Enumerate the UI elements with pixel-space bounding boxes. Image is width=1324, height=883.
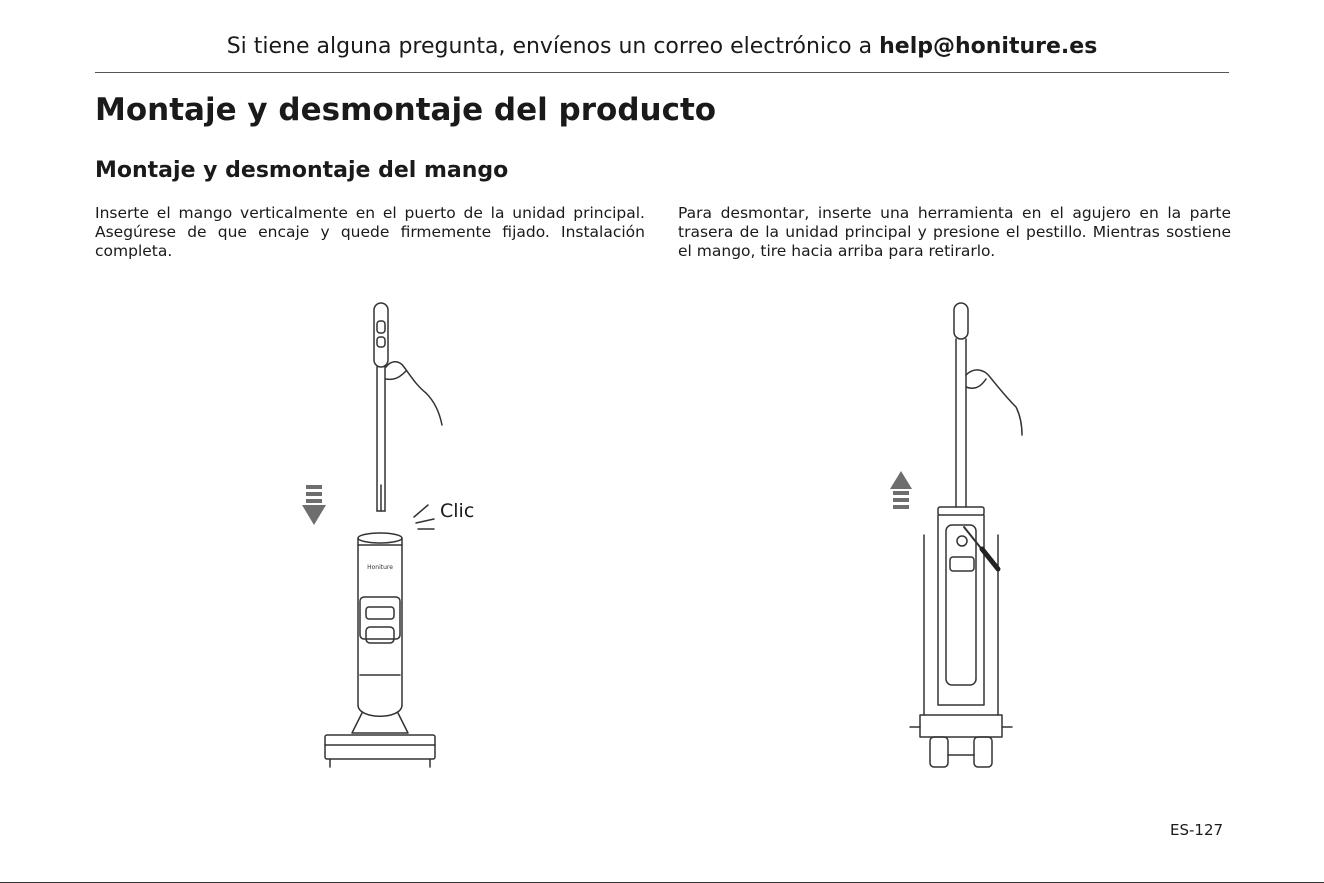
contact-header — [95, 34, 1229, 59]
page-number: ES-127 — [1170, 821, 1224, 839]
install-instructions: Inserte el mango verticalmente en el puerto de la unidad principal. Asegúrese de que encaje y quede firmemente fijado. Instalación completa. — [95, 204, 645, 260]
header-divider — [95, 72, 1229, 73]
hand-drawing — [966, 370, 1022, 435]
contact-header-text: Si tiene alguna pregunta, envíenos un correo electrónico a — [226, 34, 880, 59]
main-unit — [910, 507, 1012, 767]
remove-illustration — [880, 295, 1080, 775]
handle-part — [374, 303, 388, 511]
hand-drawing — [386, 362, 442, 425]
install-illustration — [290, 295, 490, 775]
handle-part — [954, 303, 968, 507]
click-label: Clic — [440, 500, 475, 522]
down-arrow-icon — [302, 485, 326, 525]
page-title: Montaje y desmontaje del producto — [95, 92, 717, 128]
support-email[interactable]: help@honiture.es — [879, 34, 1098, 59]
section-title: Montaje y desmontaje del mango — [95, 158, 509, 183]
remove-instructions: Para desmontar, inserte una herramienta en el agujero en la parte trasera de la unidad principal y presione el pestillo. Mientras sostiene el mango, tire hacia arriba para retirarlo. — [678, 204, 1231, 260]
up-arrow-icon — [890, 471, 912, 509]
brand-mark: Honiture — [367, 564, 393, 571]
